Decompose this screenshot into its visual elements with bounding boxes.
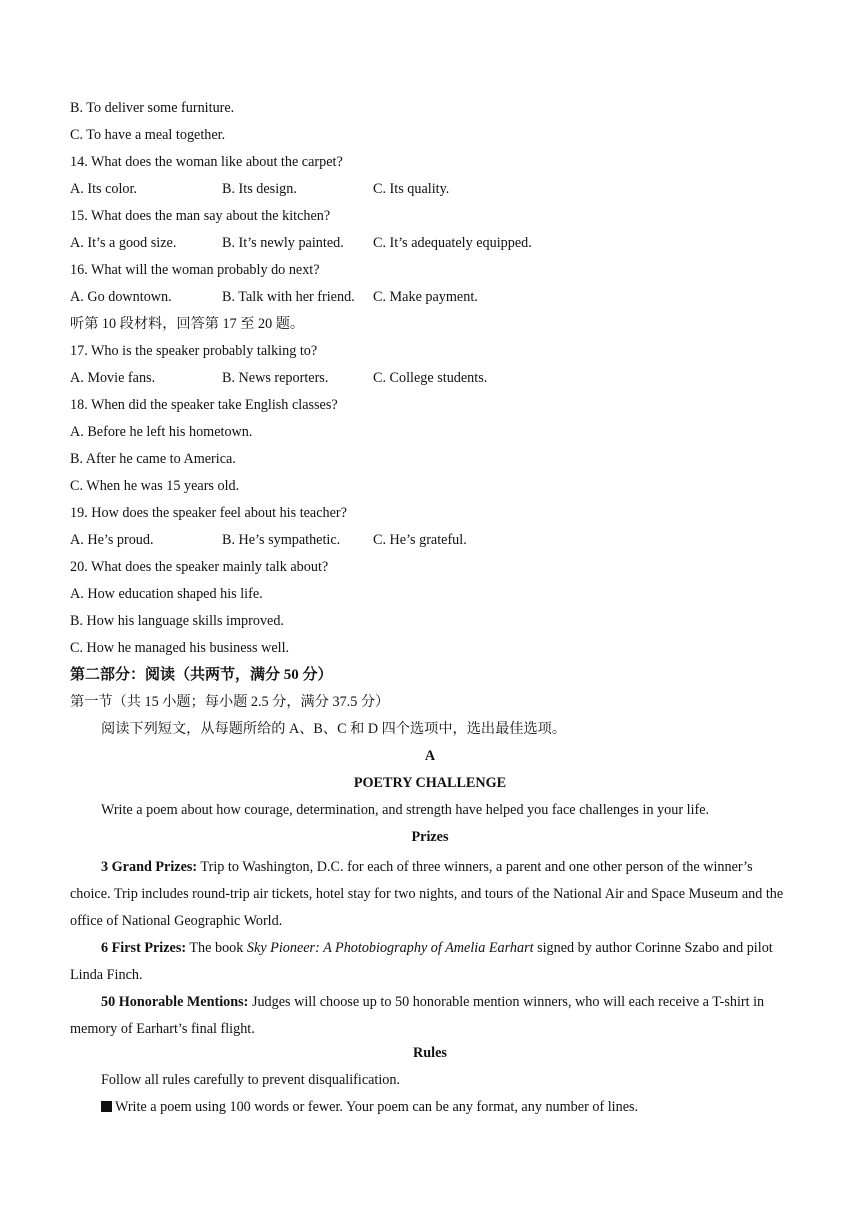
q19-option-b: B. He’s sympathetic.	[222, 532, 341, 548]
page-content	[70, 98, 790, 1124]
q19-option-c: C. He’s grateful.	[373, 532, 467, 548]
q15-options	[70, 233, 790, 260]
q16-option-c: C. Make payment.	[373, 289, 478, 305]
book-title: Sky Pioneer: A Photobiography of Amelia Earhart	[246, 940, 534, 956]
reading-instruction: 阅读下列短文，从每题所给的 A、B、C 和 D 四个选项中，选出最佳选项。	[101, 721, 567, 737]
q17-options	[70, 368, 790, 395]
q17-option-c: C. College students.	[373, 370, 488, 386]
q18-option-a: A. Before he left his hometown.	[70, 424, 253, 440]
q18-option-c: C. When he was 15 years old.	[70, 478, 240, 494]
first-prizes-text-after: signed by author Corinne Szabo and pilot Linda Finch.	[70, 940, 773, 983]
q19-option-a: A. He’s proud.	[70, 532, 154, 548]
q20-option-c: C. How he managed his business well.	[70, 640, 290, 656]
prizes-heading: Prizes	[411, 829, 449, 845]
q13-option-c: C. To have a meal together.	[70, 127, 226, 143]
part-two-heading: 第二部分：阅读（共两节，满分 50 分）	[70, 667, 333, 683]
first-prizes-paragraph	[70, 935, 790, 989]
q13-option-b: B. To deliver some furniture.	[70, 100, 235, 116]
q15-option-c: C. It’s adequately equipped.	[373, 235, 532, 251]
first-prizes-label: 6 First Prizes:	[101, 940, 187, 956]
q15-question: 15. What does the man say about the kitchen?	[70, 208, 331, 224]
q19-question: 19. How does the speaker feel about his teacher?	[70, 505, 347, 521]
grand-prizes-text: Trip to Washington, D.C. for each of three winners, a parent and one other person of the winner’s choice. Trip includes round-trip air tickets, hotel stay for two nights, and tours of the National Air and Space Museum and the office of National Geographic World.	[70, 859, 784, 929]
rules-intro: Follow all rules carefully to prevent disqualification.	[101, 1072, 401, 1088]
q17-option-a: A. Movie fans.	[70, 370, 156, 386]
passage-letter: A	[424, 748, 436, 764]
rules-heading: Rules	[413, 1045, 447, 1061]
grand-prizes-paragraph	[70, 854, 790, 935]
q15-option-b: B. It’s newly painted.	[222, 235, 344, 251]
q14-option-a: A. Its color.	[70, 181, 137, 197]
passage-intro: Write a poem about how courage, determination, and strength have helped you face challenges in your life.	[101, 802, 710, 818]
section-one-heading: 第一节（共 15 小题；每小题 2.5 分，满分 37.5 分）	[70, 694, 390, 710]
honorable-mentions-paragraph	[70, 989, 790, 1043]
q19-options	[70, 530, 790, 557]
black-square-bullet-icon	[101, 1101, 112, 1112]
grand-prizes-label: 3 Grand Prizes:	[101, 859, 198, 875]
rule-1-text: Write a poem using 100 words or fewer. Your poem can be any format, any number of lines.	[115, 1099, 639, 1115]
passage-title: POETRY CHALLENGE	[353, 775, 507, 791]
honorable-mentions-label: 50 Honorable Mentions:	[101, 994, 249, 1010]
q16-option-b: B. Talk with her friend.	[222, 289, 355, 305]
honorable-mentions-text: Judges will choose up to 50 honorable mention winners, who will each receive a T-shirt in memory of Earhart’s final flight.	[70, 994, 765, 1037]
q17-question: 17. Who is the speaker probably talking to?	[70, 343, 318, 359]
first-prizes-text-before: The book	[186, 940, 247, 956]
q14-question: 14. What does the woman like about the carpet?	[70, 154, 343, 170]
q18-question: 18. When did the speaker take English classes?	[70, 397, 338, 413]
q14-option-c: C. Its quality.	[373, 181, 450, 197]
q18-option-b: B. After he came to America.	[70, 451, 236, 467]
rule-item-1	[70, 1097, 790, 1124]
q17-option-b: B. News reporters.	[222, 370, 329, 386]
q14-options	[70, 179, 790, 206]
q16-question: 16. What will the woman probably do next?	[70, 262, 320, 278]
q20-option-a: A. How education shaped his life.	[70, 586, 263, 602]
q16-options	[70, 287, 790, 314]
q20-question: 20. What does the speaker mainly talk about?	[70, 559, 329, 575]
q14-option-b: B. Its design.	[222, 181, 297, 197]
q15-option-a: A. It’s a good size.	[70, 235, 177, 251]
section10-instruction: 听第 10 段材料，回答第 17 至 20 题。	[70, 316, 305, 332]
q20-option-b: B. How his language skills improved.	[70, 613, 284, 629]
q16-option-a: A. Go downtown.	[70, 289, 172, 305]
